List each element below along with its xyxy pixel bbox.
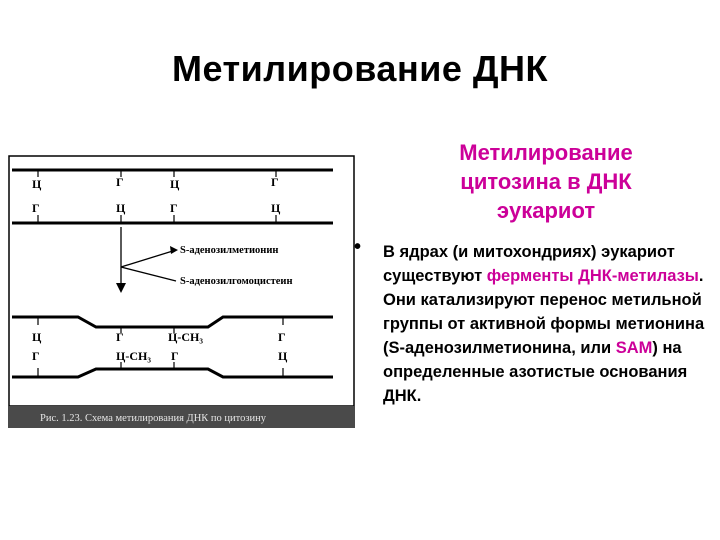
subtitle-line-1: Метилирование	[459, 140, 633, 165]
upper-top-label-2: Г	[116, 175, 124, 189]
lower-top-label-3: Ц-CH₃	[168, 330, 203, 344]
enzyme-highlight: ферменты ДНК-метилазы	[486, 267, 699, 285]
subtitle-line-3: эукариот	[496, 198, 596, 223]
slide-subtitle	[396, 138, 696, 225]
bullet-marker: •	[354, 236, 362, 258]
methylation-scheme-svg	[8, 155, 355, 428]
upper-bottom-label-3: Г	[170, 201, 178, 215]
upper-bottom-label-2: Ц	[116, 201, 126, 215]
lower-top-label-1: Ц	[32, 330, 42, 344]
body-text	[383, 240, 713, 408]
body-part-2: . Они катализируют перенос метильной группы от активной формы метионина (S-аденозилметионина, или	[383, 267, 705, 357]
upper-top-label-1: Ц	[32, 177, 42, 191]
subtitle-line-2: цитозина в ДНК	[460, 169, 632, 194]
reagent-out-label: S-аденозилгомоцистеин	[180, 276, 293, 287]
body-part-3: ) на определенные азотистые основания ДНК.	[383, 339, 688, 405]
lower-bottom-label-1: Г	[32, 349, 40, 363]
lower-bottom-label-3: Г	[171, 349, 179, 363]
body-part-1: В ядрах (и митохондриях) эукариот существуют	[383, 243, 675, 285]
lower-top-label-2: Г	[116, 330, 124, 344]
lower-bottom-label-4: Ц	[278, 349, 288, 363]
lower-bottom-label-2: Ц-CH₃	[116, 349, 151, 363]
upper-bottom-label-4: Ц	[271, 201, 281, 215]
upper-top-label-3: Ц	[170, 177, 180, 191]
upper-top-label-4: Г	[271, 175, 279, 189]
upper-bottom-label-1: Г	[32, 201, 40, 215]
reagent-in-label: S-аденозилметионин	[180, 245, 279, 256]
sam-highlight: SAM	[615, 339, 653, 357]
methylation-scheme-figure	[8, 155, 355, 428]
lower-top-label-4: Г	[278, 330, 286, 344]
slide-title: Метилирование ДНК	[172, 48, 548, 89]
figure-caption: Рис. 1.23. Схема метилирования ДНК по цитозину	[40, 413, 266, 424]
